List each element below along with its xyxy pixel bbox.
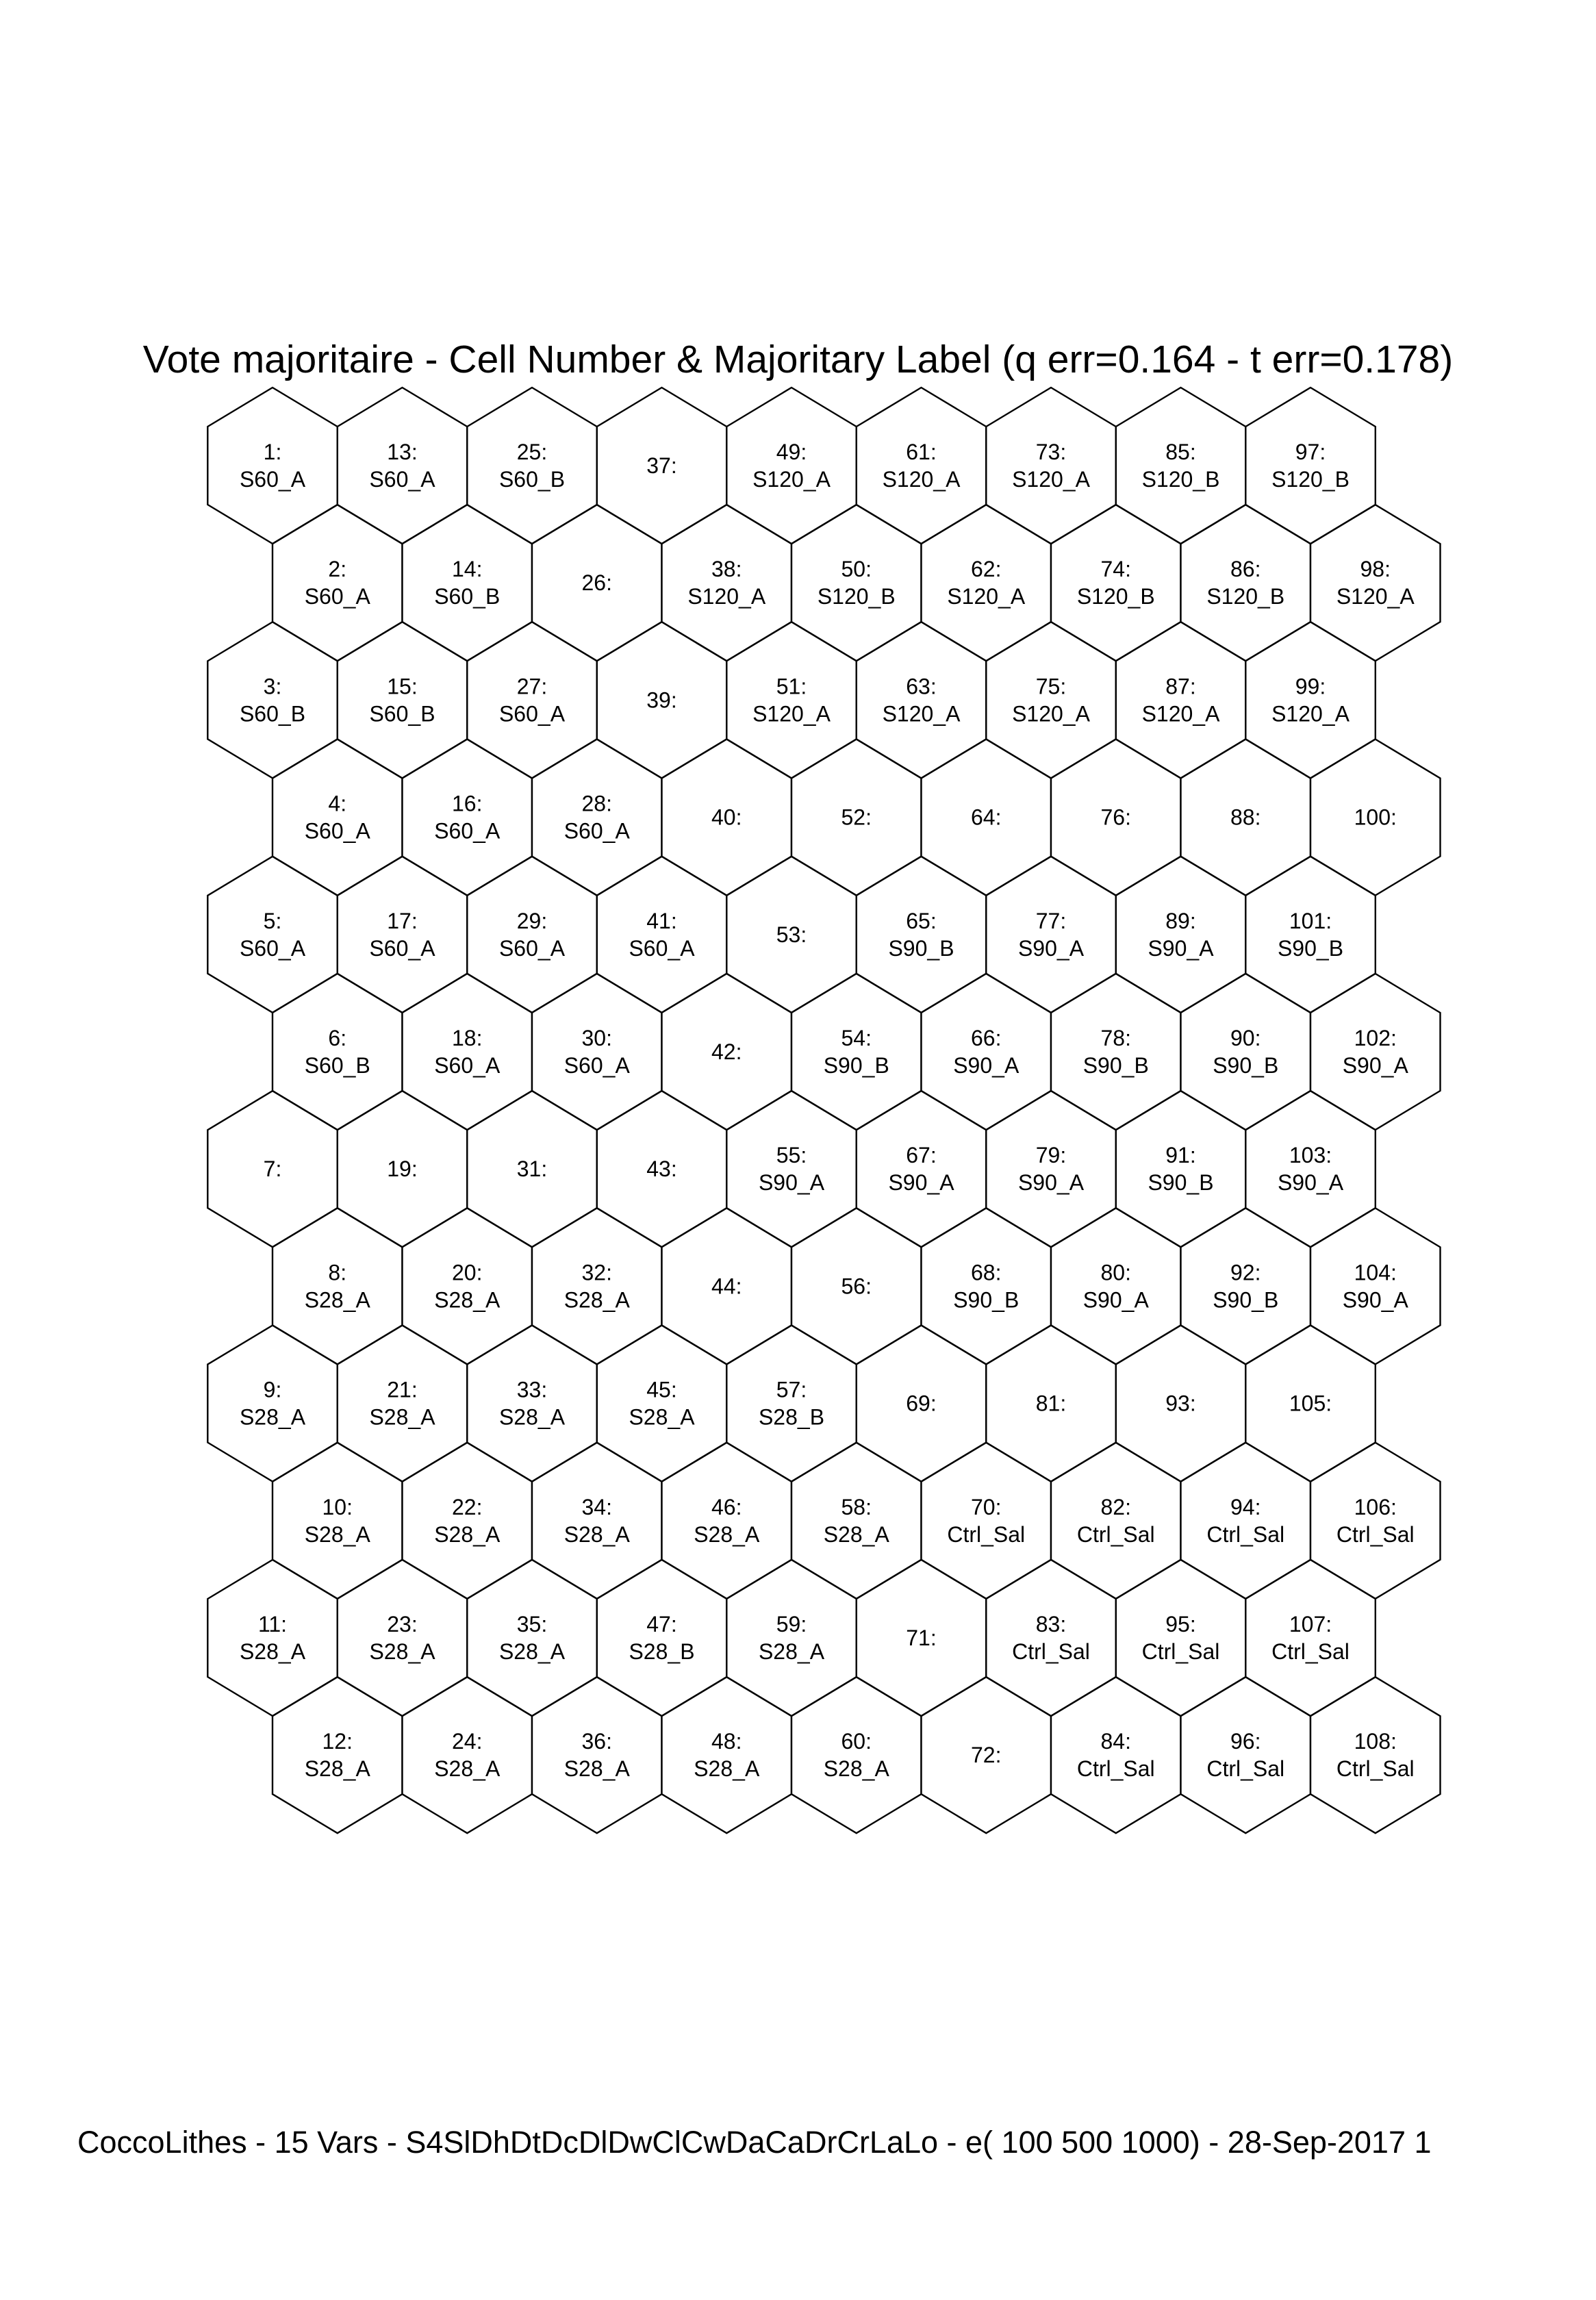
cell-number: 61: (906, 440, 937, 464)
cell-label: S90_B (1148, 1170, 1214, 1196)
cell-label: S120_B (817, 584, 896, 609)
cell-number: 77: (1035, 908, 1067, 933)
cell-label: S60_B (434, 584, 501, 609)
cell-number: 58: (841, 1494, 872, 1519)
cell-label: S28_A (369, 1404, 435, 1430)
cell-label: S60_A (239, 935, 306, 961)
cell-label: S28_A (629, 1404, 695, 1430)
cell-number: 94: (1230, 1494, 1261, 1519)
cell-number: 89: (1165, 908, 1196, 933)
cell-number: 79: (1035, 1143, 1067, 1168)
cell-label: S60_A (563, 1053, 630, 1078)
cell-number: 26: (581, 570, 612, 596)
cell-label: S90_A (888, 1170, 954, 1196)
cell-label: S28_A (694, 1521, 760, 1547)
cell-number: 15: (387, 674, 418, 699)
cell-label: S120_A (882, 467, 961, 492)
cell-number: 35: (516, 1612, 548, 1636)
cell-label: S90_A (1342, 1287, 1408, 1313)
cell-label: Ctrl_Sal (947, 1521, 1026, 1547)
cell-label: S60_A (239, 467, 306, 492)
cell-label: S60_B (498, 467, 566, 492)
footer-caption: CoccoLithes - 15 Vars - S4SlDhDtDcDlDwClCwDaCaDrCrLaLo - e( 100 500 1000) - 28-Sep-2017 1 (77, 2125, 1432, 2160)
cell-number: 7: (263, 1157, 282, 1182)
cell-label: S120_A (752, 467, 831, 492)
cell-number: 20: (452, 1260, 483, 1285)
cell-label: S90_A (1017, 935, 1085, 961)
cell-number: 70: (971, 1494, 1002, 1519)
cell-number: 82: (1100, 1494, 1131, 1519)
cell-number: 107: (1289, 1612, 1332, 1636)
cell-label: S120_A (947, 584, 1026, 609)
cell-label: S120_B (1076, 584, 1155, 609)
cell-label: Ctrl_Sal (1012, 1639, 1090, 1664)
cell-number: 90: (1230, 1026, 1261, 1050)
cell-label: S90_A (1017, 1170, 1085, 1196)
cell-number: 3: (263, 674, 282, 699)
cell-number: 71: (906, 1626, 937, 1650)
cell-label: S28_B (629, 1639, 695, 1664)
cell-number: 98: (1360, 557, 1391, 582)
cell-label: S28_A (563, 1521, 630, 1547)
cell-number: 36: (581, 1729, 612, 1754)
cell-number: 12: (322, 1729, 353, 1754)
cell-number: 1: (263, 440, 282, 464)
cell-number: 108: (1354, 1729, 1397, 1754)
cell-label: S60_A (498, 935, 566, 961)
cell-number: 22: (452, 1494, 483, 1519)
cell-label: S120_B (1206, 584, 1285, 609)
cell-label: S90_A (1082, 1287, 1149, 1313)
cell-label: S120_A (882, 701, 961, 726)
cell-number: 23: (387, 1612, 418, 1636)
cell-label: Ctrl_Sal (1336, 1521, 1415, 1547)
cell-label: S28_A (304, 1756, 370, 1782)
cell-label: S60_B (239, 701, 306, 726)
cell-label: S28_B (758, 1404, 825, 1430)
cell-number: 31: (516, 1157, 548, 1182)
cell-number: 106: (1354, 1494, 1397, 1519)
cell-label: S60_A (434, 818, 501, 844)
cell-number: 43: (646, 1157, 677, 1182)
cell-number: 57: (776, 1377, 807, 1402)
cell-label: S28_A (563, 1756, 630, 1782)
cell-number: 16: (452, 791, 483, 816)
cell-label: S28_A (498, 1404, 566, 1430)
cell-number: 65: (906, 908, 937, 933)
cell-number: 51: (776, 674, 807, 699)
cell-number: 6: (328, 1026, 347, 1050)
cell-label: S60_A (434, 1053, 501, 1078)
cell-label: S60_A (369, 467, 435, 492)
cell-label: S28_A (498, 1639, 566, 1664)
cell-label: S90_B (1213, 1287, 1279, 1313)
cell-number: 39: (646, 687, 677, 713)
cell-label: S60_A (563, 818, 630, 844)
cell-label: S120_A (687, 584, 766, 609)
cell-number: 68: (971, 1260, 1002, 1285)
cell-label: S28_A (239, 1639, 306, 1664)
cell-number: 84: (1100, 1729, 1131, 1754)
hex-grid (207, 388, 1440, 1833)
cell-label: S120_A (1141, 701, 1220, 726)
cell-label: S60_B (304, 1053, 370, 1078)
cell-label: S28_A (823, 1521, 889, 1547)
cell-number: 42: (711, 1039, 742, 1064)
cell-label: S28_A (304, 1287, 370, 1313)
cell-number: 40: (711, 805, 742, 830)
cell-number: 74: (1100, 557, 1131, 582)
cell-number: 11: (257, 1612, 288, 1636)
cell-number: 9: (263, 1377, 282, 1402)
cell-label: S28_A (758, 1639, 825, 1664)
cell-number: 46: (711, 1494, 742, 1519)
cell-label: S120_A (1012, 701, 1090, 726)
cell-number: 44: (711, 1274, 742, 1299)
cell-number: 53: (776, 922, 807, 947)
cell-number: 18: (452, 1026, 483, 1050)
cell-number: 69: (906, 1391, 937, 1416)
cell-number: 72: (971, 1743, 1002, 1768)
cell-number: 105: (1289, 1391, 1332, 1416)
cell-number: 19: (387, 1157, 418, 1182)
cell-number: 54: (841, 1026, 872, 1050)
cell-number: 32: (581, 1260, 612, 1285)
cell-label: S60_A (304, 818, 370, 844)
cell-number: 17: (387, 908, 418, 933)
cell-label: S60_B (369, 701, 435, 726)
cell-number: 64: (971, 805, 1002, 830)
cell-number: 10: (322, 1494, 353, 1519)
cell-number: 96: (1230, 1729, 1261, 1754)
cell-label: S28_A (823, 1756, 889, 1782)
cell-label: S90_A (1277, 1170, 1344, 1196)
cell-number: 47: (646, 1612, 677, 1636)
cell-number: 91: (1165, 1143, 1196, 1168)
cell-label: Ctrl_Sal (1206, 1756, 1285, 1782)
cell-number: 60: (841, 1729, 872, 1754)
cell-number: 99: (1295, 674, 1326, 699)
cell-number: 24: (452, 1729, 483, 1754)
cell-label: S90_A (1148, 935, 1214, 961)
cell-number: 55: (776, 1143, 807, 1168)
cell-number: 37: (646, 453, 677, 478)
cell-number: 103: (1289, 1143, 1332, 1168)
cell-label: S28_A (239, 1404, 306, 1430)
cell-number: 85: (1165, 440, 1196, 464)
cell-label: Ctrl_Sal (1271, 1639, 1350, 1664)
cell-number: 86: (1230, 557, 1261, 582)
cell-label: S120_A (1336, 584, 1415, 609)
cell-number: 34: (581, 1494, 612, 1519)
cell-number: 14: (452, 557, 483, 582)
cell-number: 59: (776, 1612, 807, 1636)
cell-label: S28_A (434, 1287, 501, 1313)
cell-number: 76: (1100, 805, 1131, 830)
cell-label: S90_B (953, 1287, 1019, 1313)
cell-label: S60_A (498, 701, 566, 726)
cell-label: S28_A (563, 1287, 630, 1313)
cell-number: 102: (1354, 1026, 1397, 1050)
cell-number: 4: (328, 791, 347, 816)
cell-label: Ctrl_Sal (1076, 1756, 1155, 1782)
cell-label: S90_A (953, 1053, 1019, 1078)
cell-number: 95: (1165, 1612, 1196, 1636)
cell-label: S28_A (434, 1756, 501, 1782)
cell-label: S120_B (1141, 467, 1220, 492)
cell-label: S90_B (1082, 1053, 1149, 1078)
cell-number: 29: (516, 908, 548, 933)
cell-number: 2: (328, 557, 347, 582)
cell-number: 52: (841, 805, 872, 830)
cell-label: S28_A (694, 1756, 760, 1782)
cell-label: Ctrl_Sal (1076, 1521, 1155, 1547)
cell-number: 33: (516, 1377, 548, 1402)
cell-label: S90_B (1213, 1053, 1279, 1078)
cell-number: 28: (581, 791, 612, 816)
cell-number: 100: (1354, 805, 1397, 830)
cell-number: 73: (1035, 440, 1067, 464)
cell-label: Ctrl_Sal (1141, 1639, 1220, 1664)
cell-number: 92: (1230, 1260, 1261, 1285)
cell-number: 80: (1100, 1260, 1131, 1285)
cell-number: 25: (516, 440, 548, 464)
cell-number: 81: (1035, 1391, 1067, 1416)
cell-label: S60_A (629, 935, 695, 961)
cell-label: S28_A (369, 1639, 435, 1664)
cell-number: 66: (971, 1026, 1002, 1050)
cell-number: 30: (581, 1026, 612, 1050)
cell-label: S90_B (888, 935, 954, 961)
cell-label: S60_A (304, 584, 370, 609)
cell-number: 27: (516, 674, 548, 699)
cell-number: 63: (906, 674, 937, 699)
cell-label: Ctrl_Sal (1206, 1521, 1285, 1547)
cell-label: S90_B (823, 1053, 889, 1078)
cell-number: 67: (906, 1143, 937, 1168)
cell-number: 97: (1295, 440, 1326, 464)
cell-number: 104: (1354, 1260, 1397, 1285)
cell-number: 78: (1100, 1026, 1131, 1050)
cell-label: S120_A (1271, 701, 1350, 726)
cell-number: 45: (646, 1377, 677, 1402)
cell-number: 75: (1035, 674, 1067, 699)
cell-number: 101: (1289, 908, 1332, 933)
cell-number: 87: (1165, 674, 1196, 699)
cell-number: 62: (971, 557, 1002, 582)
cell-label: S90_A (758, 1170, 825, 1196)
cell-label: S120_A (1012, 467, 1090, 492)
cell-number: 49: (776, 440, 807, 464)
cell-label: S28_A (434, 1521, 501, 1547)
cell-number: 5: (263, 908, 282, 933)
map-title: Vote majoritaire - Cell Number & Majoritary Label (q err=0.164 - t err=0.178) (142, 338, 1454, 381)
cell-number: 56: (841, 1274, 872, 1299)
cell-number: 38: (711, 557, 742, 582)
cell-number: 50: (841, 557, 872, 582)
cell-label: S90_B (1277, 935, 1344, 961)
cell-number: 48: (711, 1729, 742, 1754)
cell-label: S90_A (1342, 1053, 1408, 1078)
cell-label: S60_A (369, 935, 435, 961)
cell-label: S28_A (304, 1521, 370, 1547)
cell-number: 8: (328, 1260, 347, 1285)
cell-number: 83: (1035, 1612, 1067, 1636)
cell-number: 93: (1165, 1391, 1196, 1416)
cell-label: Ctrl_Sal (1336, 1756, 1415, 1782)
cell-number: 41: (646, 908, 677, 933)
cell-number: 21: (387, 1377, 418, 1402)
cell-number: 13: (387, 440, 418, 464)
cell-label: S120_A (752, 701, 831, 726)
cell-label: S120_B (1271, 467, 1350, 492)
cell-number: 88: (1230, 805, 1261, 830)
